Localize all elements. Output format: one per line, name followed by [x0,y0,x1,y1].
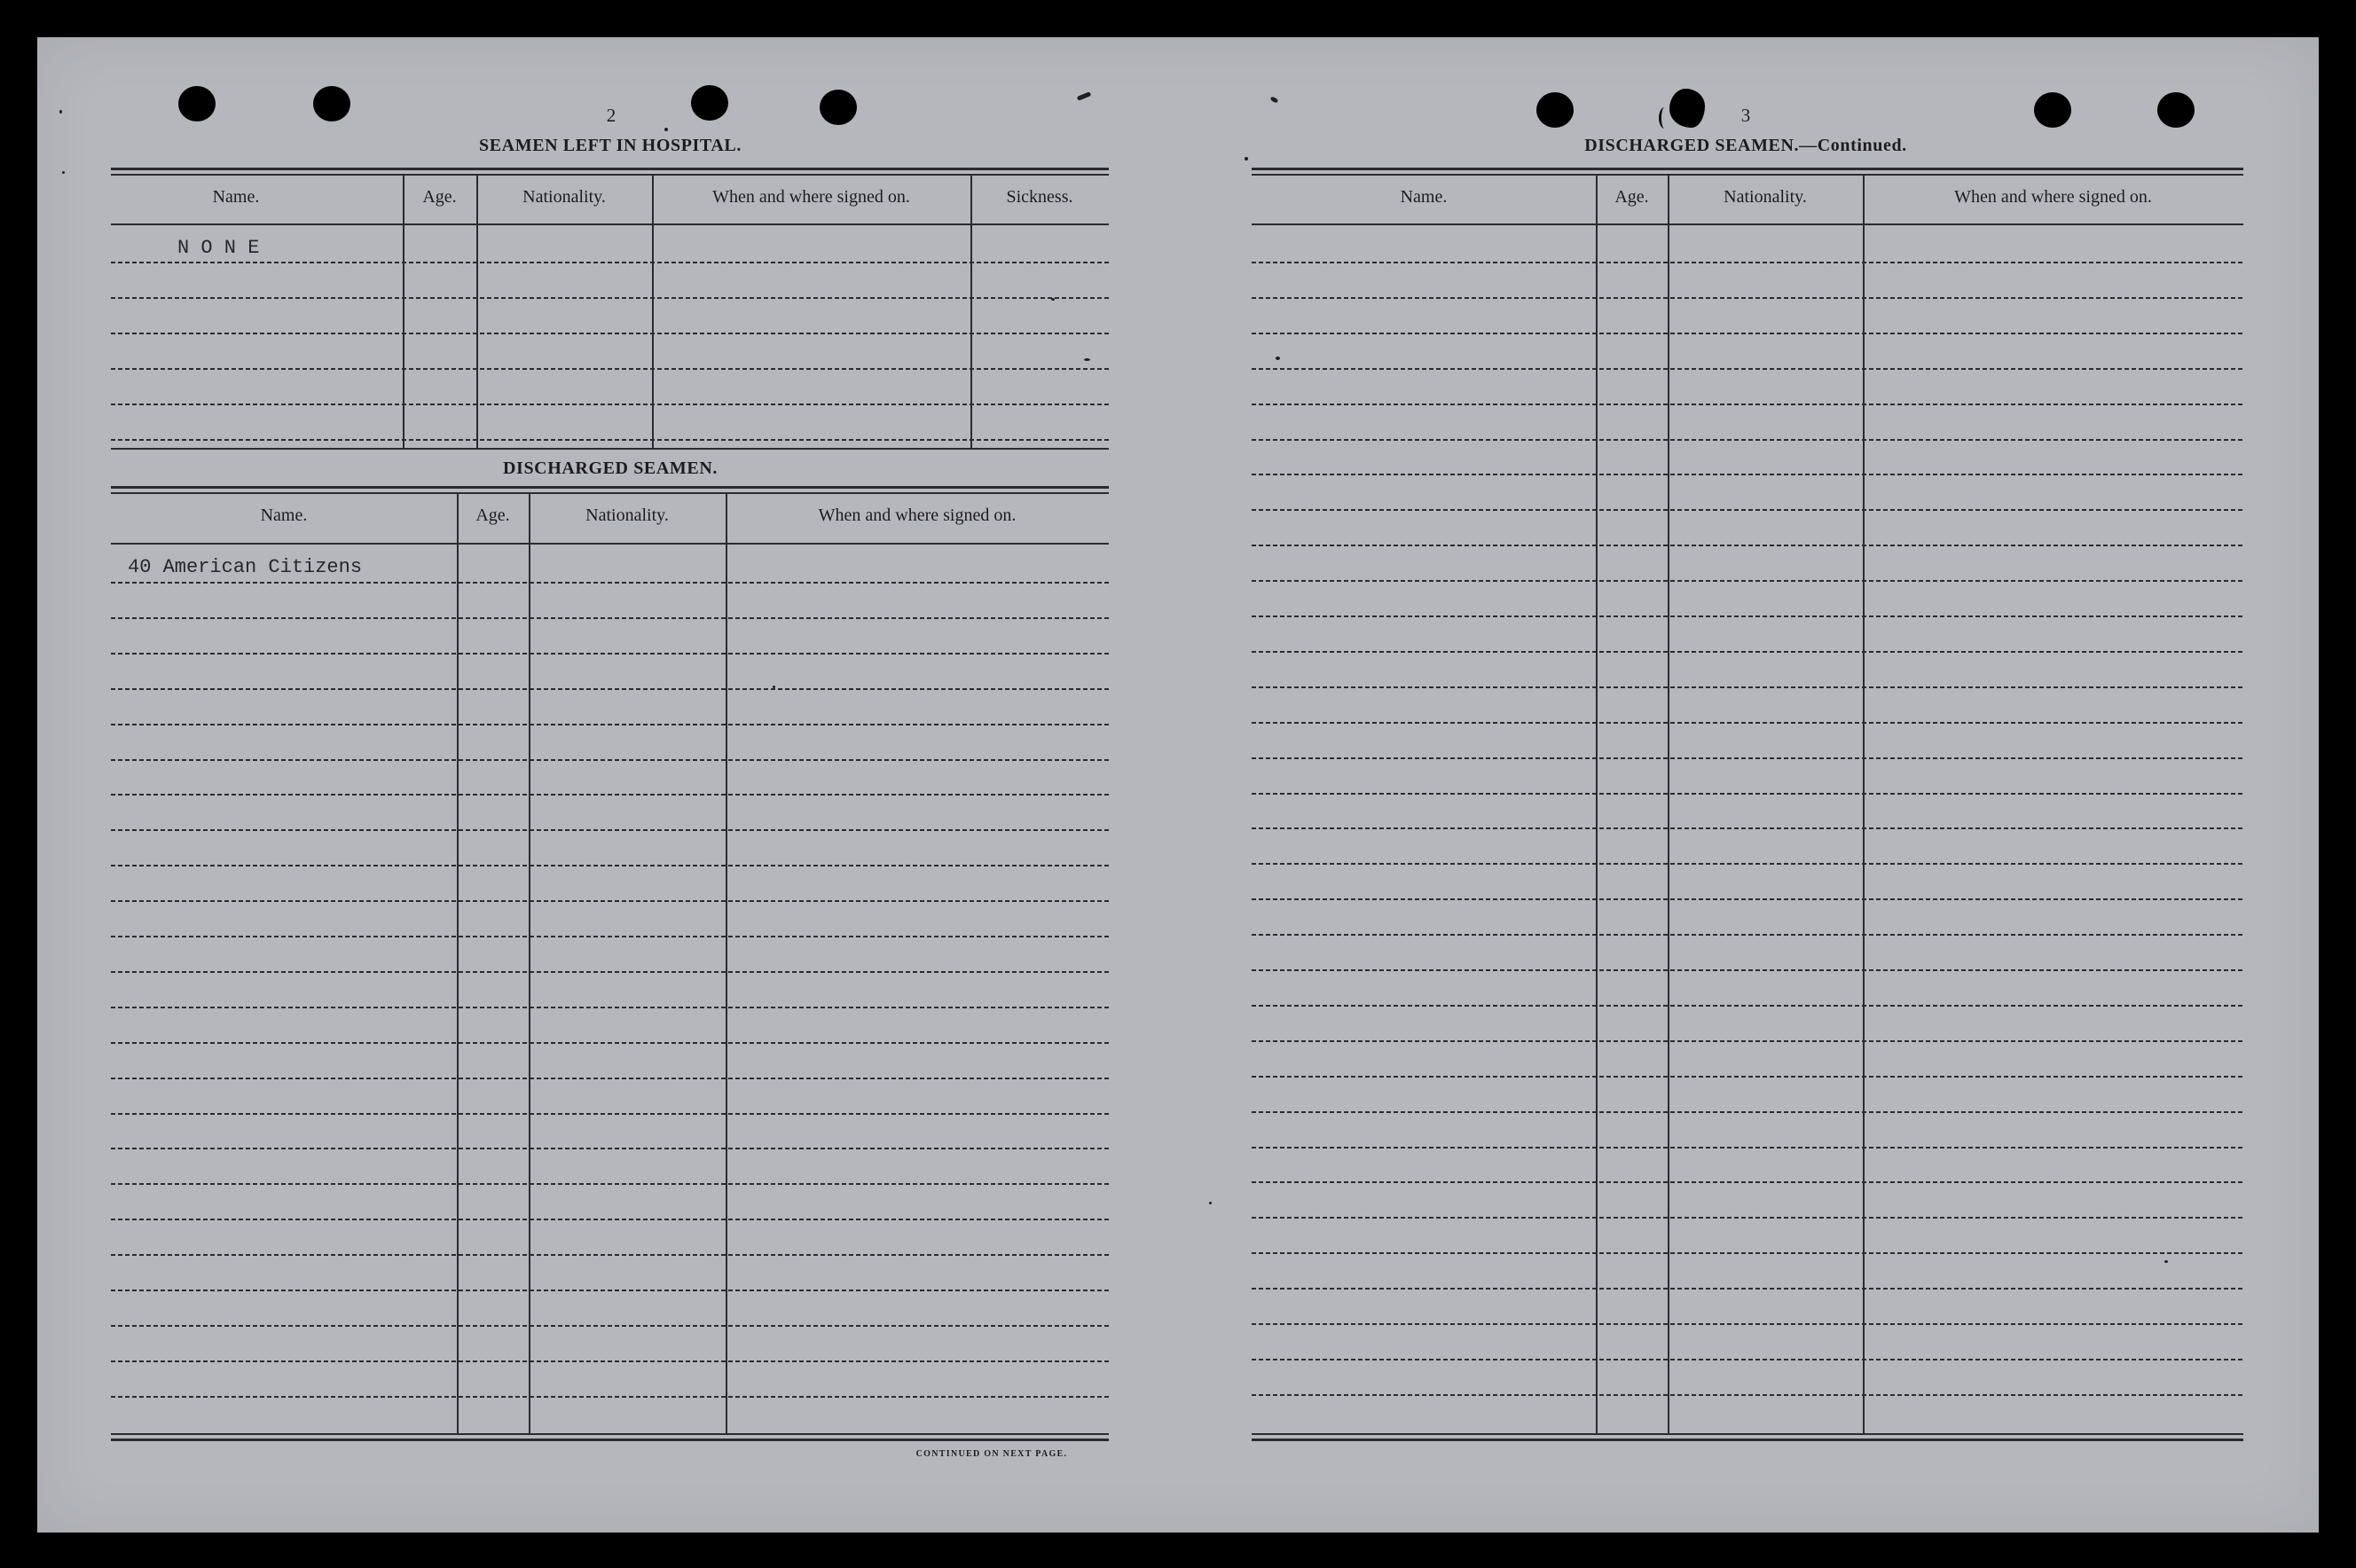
dotted-ruled-line [111,262,1109,263]
column-header-name: Name. [212,187,260,207]
dotted-ruled-line [1252,1394,2243,1396]
column-header-age: Age. [1614,187,1649,207]
page-number: 3 [1740,105,1751,126]
column-header-signed-on: When and where signed on. [1954,187,2152,207]
dotted-ruled-line [1252,297,2243,299]
column-divider [476,176,478,448]
dotted-ruled-line [111,724,1109,725]
dotted-ruled-line [1252,969,2243,971]
dotted-ruled-line [111,936,1109,937]
dotted-ruled-line [1252,1288,2243,1290]
dotted-ruled-line [1252,615,2243,617]
dotted-ruled-line [1252,934,2243,936]
right-page [1178,0,2356,1568]
dotted-ruled-line [1252,863,2243,865]
seamen-left-in-hospital-table [111,165,1109,453]
section-title-discharged-seamen-continued: DISCHARGED SEAMEN.—Continued. [1584,136,1907,155]
dotted-ruled-line [1252,333,2243,334]
column-header-signed-on: When and where signed on. [818,506,1017,525]
dotted-ruled-line [111,1007,1109,1008]
column-header-name: Name. [260,506,308,525]
dotted-ruled-line [111,1219,1109,1220]
dotted-ruled-line [111,439,1109,441]
continued-on-next-page-note: CONTINUED ON NEXT PAGE. [915,1449,1068,1459]
dotted-ruled-line [111,829,1109,831]
section-title-discharged-seamen: DISCHARGED SEAMEN. [503,459,718,478]
entry-name: N O N E [177,237,260,259]
column-header-signed-on: When and where signed on. [712,187,910,207]
section-title-seamen-left-in-hospital: SEAMEN LEFT IN HOSPITAL. [479,136,742,155]
column-header-name: Name. [1400,187,1448,207]
double-rule-bottom-line [111,174,1109,176]
dotted-ruled-line [1252,1323,2243,1325]
dotted-ruled-line [1252,474,2243,475]
column-divider [403,176,404,448]
dotted-ruled-line [1252,439,2243,441]
discharged-seamen-continued-table [1252,165,2243,1446]
header-bottom-rule [1252,223,2243,225]
dotted-ruled-line [1252,404,2243,405]
dotted-ruled-line [1252,368,2243,370]
dotted-ruled-line [111,1113,1109,1115]
dotted-ruled-line [1252,757,2243,759]
dotted-ruled-line [1252,1005,2243,1007]
column-divider [1596,176,1598,1433]
dotted-ruled-line [1252,1252,2243,1254]
dotted-ruled-line [111,1325,1109,1327]
dotted-ruled-line [111,653,1109,655]
column-divider [726,494,727,1433]
double-rule-bottom-line [111,492,1109,494]
dotted-ruled-line [111,368,1109,370]
table-bottom-rule [1252,1433,2243,1435]
dotted-ruled-line [111,333,1109,334]
dotted-ruled-line [111,1042,1109,1044]
dotted-ruled-line [111,617,1109,619]
column-divider [1668,176,1669,1433]
table-bottom-rule-heavy [1252,1439,2243,1441]
dotted-ruled-line [1252,827,2243,829]
dotted-ruled-line [111,759,1109,761]
discharged-seamen-table [111,482,1109,1446]
table-bottom-rule [111,1433,1109,1435]
column-divider [970,176,972,448]
dotted-ruled-line [111,297,1109,299]
dotted-ruled-line [111,1360,1109,1362]
dotted-ruled-line [1252,262,2243,263]
column-header-sickness: Sickness. [1006,187,1073,207]
dotted-ruled-line [111,794,1109,796]
dotted-ruled-line [1252,898,2243,900]
dotted-ruled-line [111,688,1109,690]
double-rule-top-line [111,168,1109,170]
dotted-ruled-line [111,1290,1109,1291]
dotted-ruled-line [1252,1076,2243,1078]
column-header-age: Age. [475,506,510,525]
column-header-nationality: Nationality. [522,187,606,207]
page-number: 2 [606,105,616,126]
column-header-nationality: Nationality. [1724,187,1807,207]
dotted-ruled-line [1252,686,2243,688]
dotted-ruled-line [111,582,1109,584]
table-bottom-rule [111,448,1109,450]
dotted-ruled-line [111,404,1109,405]
dotted-ruled-line [111,1254,1109,1256]
dotted-ruled-line [1252,1147,2243,1149]
header-bottom-rule [111,223,1109,225]
column-header-nationality: Nationality. [585,506,669,525]
dotted-ruled-line [111,900,1109,902]
dotted-ruled-line [1252,1217,2243,1219]
dotted-ruled-line [111,1183,1109,1185]
dotted-ruled-line [1252,580,2243,582]
dotted-ruled-line [1252,793,2243,795]
header-bottom-rule [111,543,1109,545]
column-divider [457,494,459,1433]
dotted-ruled-line [1252,545,2243,546]
dotted-ruled-line [111,865,1109,866]
double-rule-top-line [111,486,1109,489]
table-bottom-rule-heavy [111,1439,1109,1441]
column-divider [1863,176,1865,1433]
dotted-ruled-line [1252,1040,2243,1042]
dotted-ruled-line [1252,722,2243,724]
dotted-ruled-line [111,1396,1109,1398]
dotted-ruled-line [111,1078,1109,1079]
double-rule-top-line [1252,168,2243,170]
column-divider [529,494,530,1433]
dotted-ruled-line [111,1148,1109,1149]
double-rule-bottom-line [1252,174,2243,176]
dotted-ruled-line [1252,1359,2243,1360]
column-divider [652,176,654,448]
dotted-ruled-line [1252,509,2243,511]
column-header-age: Age. [422,187,457,207]
dotted-ruled-line [1252,1111,2243,1113]
dotted-ruled-line [1252,651,2243,653]
dotted-ruled-line [1252,1181,2243,1183]
entry-name: 40 American Citizens [128,556,363,578]
dotted-ruled-line [111,971,1109,973]
